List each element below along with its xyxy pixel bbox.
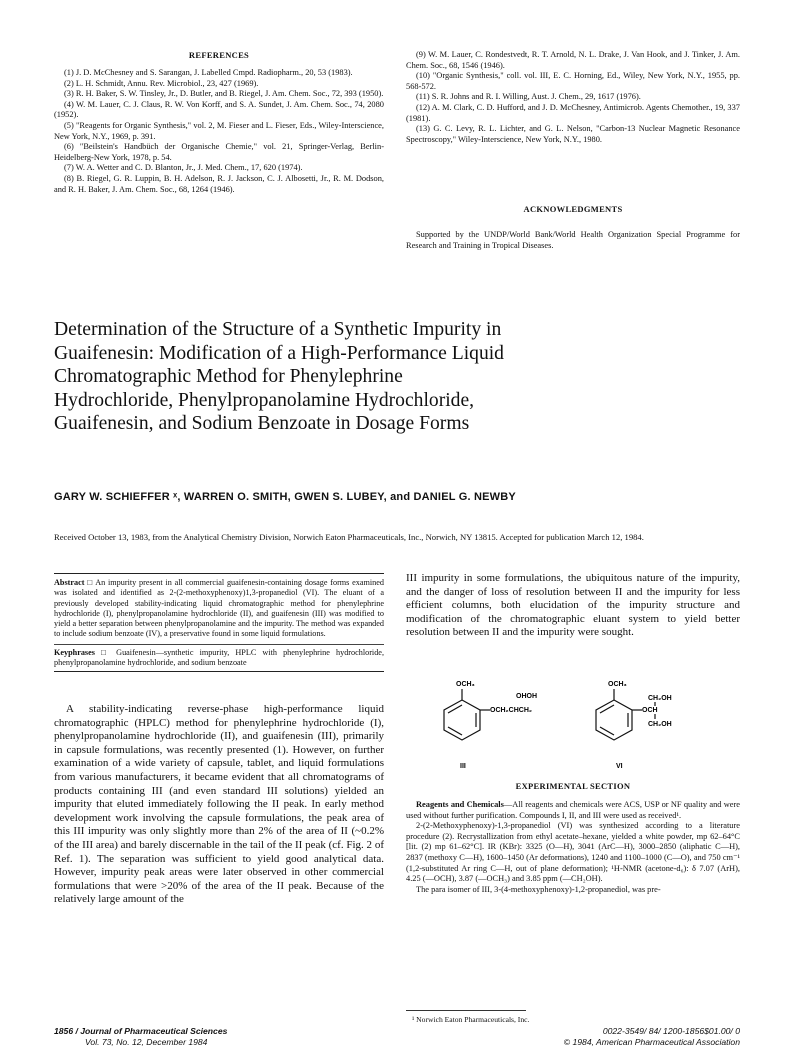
footer-page-journal: 1856 / Journal of Pharmaceutical Sciences <box>54 1026 228 1036</box>
reference-item: (13) G. C. Levy, R. L. Lichter, and G. L. Nelson, "Carbon-13 Nuclear Magnetic Resonance Spectroscopy," Wiley-Interscience, New York, N.Y., 1980. <box>406 124 740 144</box>
reference-item: (5) "Reagents for Organic Synthesis," vol. 2, M. Fieser and L. Fieser, Eds., Wiley-Interscience, New York, N.Y., 1969, p. 391. <box>54 120 384 141</box>
footer-code: 0022-3549/ 84/ 1200-1856$01.00/ 0 <box>602 1026 740 1036</box>
structure-VI-methoxy: OCH₃ <box>608 681 627 688</box>
para-isomer-paragraph: The para isomer of III, 3-(4-methoxyphenoxy)-1,2-propanediol, was pre- <box>416 884 661 894</box>
experimental-heading: EXPERIMENTAL SECTION <box>515 781 631 791</box>
references-heading: REFERENCES <box>188 50 250 60</box>
synthesis-paragraph: 2-(2-Methoxyphenoxy)-1,3-propanediol (VI) was synthesized according to a literature procedure (2). Recrystallization from ethyl acetate–hexane, yielded a white powder, mp 62–64°C [lit. (2) mp 61–62°C]. IR (KBr): 3325 (O—H), 3041 (ArC—H), 3000–2850 (aliphatic C—H), 2837 (methoxy C—H), 1600–1450 (Ar deformations), 1240 and 1100–1000 (C—O), and 750 cm⁻¹ (1,2-substituted Ar ring C—H, out of plane deformation); ¹H-NMR (acetone-d₆): δ 7.07 (ArH), 4.25 (—OCH), 3.87 (—OCH₃) and 3.85 ppm (—CH₂OH). <box>406 821 740 884</box>
footer-journal <box>54 1026 354 1048</box>
keyphrases-paragraph <box>54 648 384 669</box>
structure-III-label: III <box>460 763 466 770</box>
footer-journal-line1 <box>54 1026 354 1037</box>
reference-item: (7) W. A. Wetter and C. D. Blanton, Jr., J. Med. Chem., 17, 620 (1974). <box>64 163 303 173</box>
article-authors: GARY W. SCHIEFFER ˣ, WARREN O. SMITH, GWEN S. LUBEY, and DANIEL G. NEWBY <box>54 491 516 503</box>
reference-item: (8) B. Riegel, G. R. Luppin, B. H. Adelson, R. J. Jackson, C. J. Albosetti, Jr., R. M. Dodson, and R. H. Baker, J. Am. Chem. Soc., 68, 1264 (1946). <box>54 173 384 194</box>
reference-item: (4) W. M. Lauer, C. J. Claus, R. W. Von Korff, and S. A. Sundet, J. Am. Chem. Soc., 74, 2080 (1952). <box>54 99 384 120</box>
footer-copyright <box>470 1026 740 1048</box>
keyphrases-text: Guaifenesin—synthetic impurity, HPLC with phenylephrine hydrochloride, phenylpropanolamine hydrochloride, and sodium benzoate <box>54 647 384 668</box>
reagents-paragraph <box>406 800 740 821</box>
body-paragraph: A stability-indicating reverse-phase high-performance liquid chromatographic (HPLC) method for phenylephrine hydrochloride (I), phenylpropanolamine hydrochloride (II), and guaifenesin (III), primarily in capsule formulations, was recently presented (1). However, on further examination of a wide variety of capsule, tablet, and liquid formulations from various manufacturers, it became evident that all chromatograms of products containing III (and even standard III solutions) yielded an impurity that eluted immediately following the II peak. In early method development work involving the capsule formulations, the peak area of this III impurity was only slightly more than 2% of the area of II (~0.2% of the III area) and barely discernable in the tail of the II peak (cf. Fig. 2 of Ref. 1). The separation was sufficient to yield good analytical data. However, impurity peak areas were later observed in other commercial formulations that were >20% of the area of the II peak. Because of the relatively large amount of the <box>54 703 384 906</box>
experimental-section <box>406 781 740 895</box>
keyphrases-label: Keyphrases □ <box>54 647 111 657</box>
body-left-column <box>54 703 384 907</box>
structure-VI <box>596 689 655 740</box>
references-section <box>54 50 384 195</box>
abstract-label: Abstract □ <box>54 578 93 587</box>
structure-III-methoxy: OCH₃ <box>456 681 475 688</box>
reagents-text: —All reagents and chemicals were ACS, USP or NF quality and were used without further purification. Compounds I, II, and III were used as received¹. <box>406 800 740 820</box>
reference-item: (2) L. H. Schmidt, Annu. Rev. Microbiol., 23, 427 (1969). <box>64 78 259 88</box>
reference-item: (11) S. R. Johns and R. I. Willing, Aust. J. Chem., 29, 1617 (1976). <box>416 92 641 102</box>
article-title: Determination of the Structure of a Synthetic Impurity in Guaifenesin: Modification of a High-Performance Liquid Chromatographic Method for Phenylephrine Hydrochloride, Phenylpropanolamine Hydrochloride, Guaifenesin, and Sodium Benzoate in Dosage Forms <box>54 319 504 434</box>
received-line: Received October 13, 1983, from the Analytical Chemistry Division, Norwich Eaton Pharmaceuticals, Inc., Norwich, NY 13815. Accepted for publication March 12, 1984. <box>54 532 644 542</box>
structure-VI-top-hydroxymethyl: CH₂OH <box>648 695 672 702</box>
references-list-right <box>406 50 740 145</box>
structure-III-chain: OCH₂CHCH₂ <box>490 707 532 714</box>
chemical-structures <box>420 676 720 774</box>
footer-copyright-line: © 1984, American Pharmaceutical Association <box>563 1037 740 1047</box>
reference-item: (6) "Beilstein's Handbüch der Organische Chemie," vol. 21, Springer-Verlag, Berlin-Heidelberg-New York, 1978, p. 54. <box>54 142 384 162</box>
structure-VI-bottom-hydroxymethyl: CH₂OH <box>648 721 672 728</box>
structure-III <box>444 689 490 740</box>
abstract-box <box>54 573 384 672</box>
footnote-rule <box>406 1010 526 1011</box>
structure-III-hydroxyls: OHOH <box>516 693 537 700</box>
footnote: ¹ Norwich Eaton Pharmaceuticals, Inc. <box>412 1015 530 1024</box>
structure-VI-label: VI <box>616 763 623 770</box>
structure-VI-och: OCH <box>642 707 658 714</box>
acknowledgments-text: Supported by the UNDP/World Bank/World Health Organization Special Programme for Research and Training in Tropical Diseases. <box>406 230 740 250</box>
footer-journal-line2: Vol. 73, No. 12, December 1984 <box>85 1037 208 1047</box>
acknowledgments-section <box>406 204 740 251</box>
reference-item: (3) R. H. Baker, S. W. Tinsley, Jr., D. Butler, and B. Riegel, J. Am. Chem. Soc., 72, 393 (1950). <box>64 89 384 99</box>
reagents-label: Reagents and Chemicals <box>416 800 504 809</box>
body-right-column <box>406 572 740 640</box>
body-paragraph: III impurity in some formulations, the ubiquitous nature of the impurity, and the danger of loss of resolution between II and the impurity for less efficient columns, both elucidation of the impurity structure and modification of the chromatographic eluant system to yield better resolution between II and the impurity were sought. <box>406 572 740 639</box>
reference-item: (9) W. M. Lauer, C. Rondestvedt, R. T. Arnold, N. L. Drake, J. Van Hook, and J. Tinker, J. Am. Chem. Soc., 68, 1546 (1946). <box>406 50 740 70</box>
abstract-paragraph <box>54 578 384 640</box>
reference-item: (1) J. D. McChesney and S. Sarangan, J. Labelled Cmpd. Radiopharm., 20, 53 (1983). <box>64 68 353 77</box>
references-list-left <box>54 68 384 195</box>
acknowledgments-heading: ACKNOWLEDGMENTS <box>523 204 623 214</box>
abstract-text: An impurity present in all commercial guaifenesin-containing dosage forms examined was isolated and identified as 2-(2-methoxyphenoxy)1,3-propanediol (VI). The eluant of a previously developed stability-indicating liquid chromatographic method for phenylephrine hydrochloride (I), phenylpropanolamine hydrochloride (II), and guaifenesin (III) was modified to yield a better separation between phenylpropanolamine and the impurity. The method was expanded to include sodium benzoate (IV), a preservative found in some liquid formulations. <box>54 578 384 639</box>
reference-item: (10) "Organic Synthesis," coll. vol. III, E. C. Horning, Ed., Wiley, New York, N.Y., 1955, pp. 568-572. <box>406 71 740 91</box>
reference-item: (12) A. M. Clark, C. D. Hufford, and J. D. McChesney, Antimicrob. Agents Chemother., 19, 337 (1981). <box>406 102 740 123</box>
